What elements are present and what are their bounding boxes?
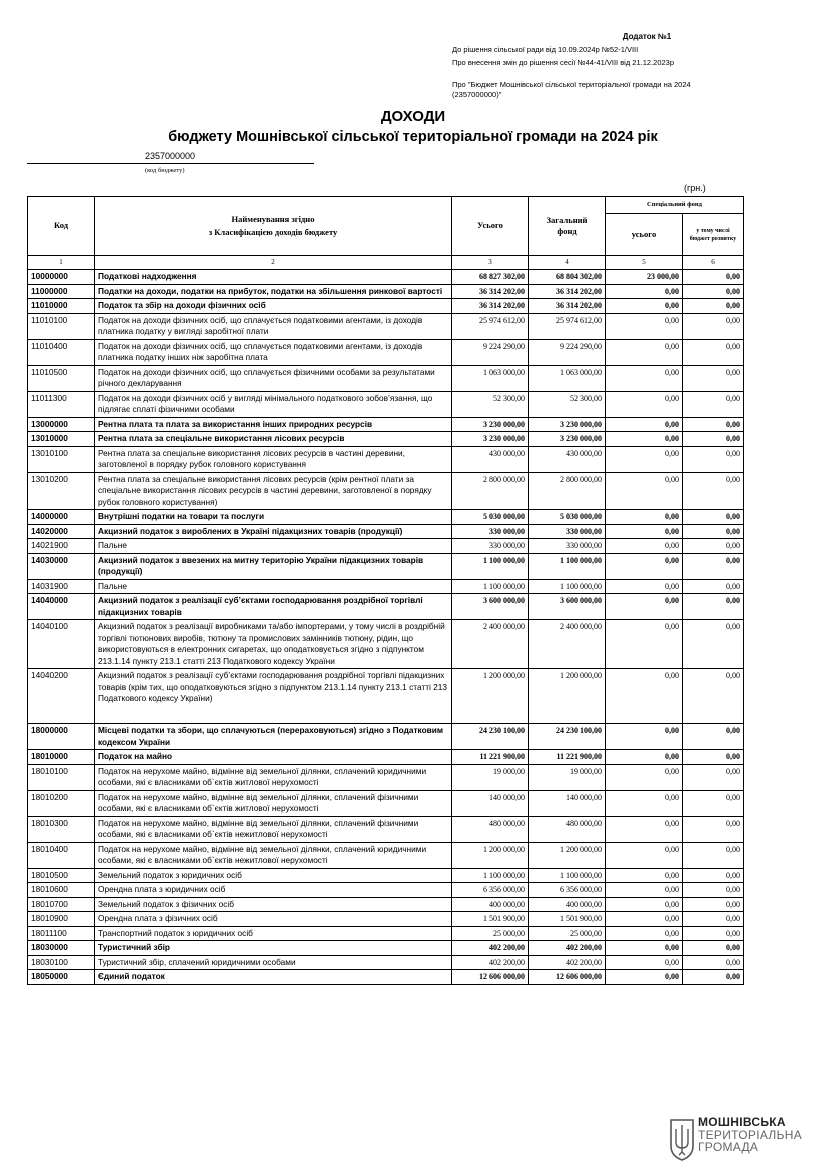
row-development-budget: 0,00	[683, 446, 744, 472]
budget-code-underline	[27, 163, 314, 164]
row-general-fund: 330 000,00	[529, 539, 606, 554]
row-code: 18000000	[28, 724, 95, 750]
row-development-budget: 0,00	[683, 912, 744, 927]
table-row	[28, 299, 744, 314]
header-general-line2: фонд	[557, 226, 577, 236]
row-total: 19 000,00	[452, 764, 529, 790]
table-row	[28, 926, 744, 941]
annex-line-3: Про "Бюджет Мошнівської сільської територіальної громади на 2024	[452, 80, 691, 89]
row-total: 11 221 900,00	[452, 750, 529, 765]
row-code: 18011100	[28, 926, 95, 941]
row-development-budget: 0,00	[683, 553, 744, 579]
table-row	[28, 339, 744, 365]
row-total: 68 827 302,00	[452, 270, 529, 285]
row-total: 1 063 000,00	[452, 365, 529, 391]
row-special-fund: 0,00	[606, 842, 683, 868]
row-general-fund: 52 300,00	[529, 391, 606, 417]
row-general-fund: 1 501 900,00	[529, 912, 606, 927]
logo-line-3: ГРОМАДА	[698, 1140, 759, 1154]
table-row	[28, 539, 744, 554]
row-code: 18010100	[28, 764, 95, 790]
row-code: 18010500	[28, 868, 95, 883]
row-special-fund: 0,00	[606, 669, 683, 724]
row-total: 3 600 000,00	[452, 594, 529, 620]
row-special-fund: 0,00	[606, 816, 683, 842]
row-name: Податок на доходи фізичних осіб, що сплачується податковими агентами, із доходів платника податку інших ніж заробітна плата	[95, 339, 452, 365]
row-general-fund: 9 224 290,00	[529, 339, 606, 365]
row-development-budget: 0,00	[683, 955, 744, 970]
row-name: Податок на доходи фізичних осіб, що сплачується фізичними особами за результатами річного декларування	[95, 365, 452, 391]
header-general	[529, 197, 606, 256]
row-special-fund: 23 000,00	[606, 270, 683, 285]
row-total: 2 800 000,00	[452, 472, 529, 510]
row-name: Податкові надходження	[95, 270, 452, 285]
row-special-fund: 0,00	[606, 724, 683, 750]
row-development-budget: 0,00	[683, 539, 744, 554]
row-general-fund: 3 230 000,00	[529, 417, 606, 432]
table-row	[28, 313, 744, 339]
trident-icon	[668, 1116, 696, 1162]
row-code: 14030000	[28, 553, 95, 579]
row-development-budget: 0,00	[683, 816, 744, 842]
row-development-budget: 0,00	[683, 790, 744, 816]
header-name-line2: з Класифікацією доходів бюджету	[208, 227, 338, 237]
row-total: 36 314 202,00	[452, 284, 529, 299]
row-development-budget: 0,00	[683, 417, 744, 432]
row-name: Орендна плата з фізичних осіб	[95, 912, 452, 927]
row-code: 18010700	[28, 897, 95, 912]
budget-code-caption: (код бюджету)	[145, 167, 185, 174]
row-name: Орендна плата з юридичних осіб	[95, 883, 452, 898]
row-code: 14040000	[28, 594, 95, 620]
row-name: Податок на нерухоме майно, відмінне від земельної ділянки, сплачений юридичними особами, які є власниками об`єктів житлової нерухомості	[95, 764, 452, 790]
row-name: Рентна плата та плата за використання інших природних ресурсів	[95, 417, 452, 432]
table-row	[28, 365, 744, 391]
row-code: 11010000	[28, 299, 95, 314]
row-name: Акцизний податок з ввезених на митну територію України підакцизних товарів (продукції)	[95, 553, 452, 579]
row-total: 330 000,00	[452, 524, 529, 539]
row-development-budget: 0,00	[683, 391, 744, 417]
header-general-line1: Загальний	[546, 214, 588, 225]
row-development-budget: 0,00	[683, 270, 744, 285]
row-code: 18050000	[28, 970, 95, 985]
row-special-fund: 0,00	[606, 620, 683, 669]
row-special-fund: 0,00	[606, 539, 683, 554]
table-row	[28, 432, 744, 447]
row-name: Туристичний збір, сплачений юридичними особами	[95, 955, 452, 970]
row-special-fund: 0,00	[606, 955, 683, 970]
row-total: 480 000,00	[452, 816, 529, 842]
row-name: Акцизний податок з реалізації виробниками та/або імпортерами, у тому числі в роздрібній торгівлі тютюнових виробів, тютюну та промислових замінників тютюну, рідин, що використовуються в електронних сигаретах, що оподатковується згідно з підпунктом 213.1.14 пункту 213.1 статті 213 Податкового кодексу України	[95, 620, 452, 669]
row-code: 18010400	[28, 842, 95, 868]
row-code: 14031900	[28, 579, 95, 594]
row-name: Єдиний податок	[95, 970, 452, 985]
row-general-fund: 12 606 000,00	[529, 970, 606, 985]
col-number: 3	[452, 256, 529, 270]
col-number: 2	[95, 256, 452, 270]
row-name: Акцизний податок з вироблених в Україні підакцизних товарів (продукції)	[95, 524, 452, 539]
header-total: Усього	[452, 197, 529, 256]
row-special-fund: 0,00	[606, 764, 683, 790]
table-row	[28, 790, 744, 816]
row-name: Податок на майно	[95, 750, 452, 765]
row-name: Місцеві податки та збори, що сплачуються (перераховуються) згідно з Податковим кодексом України	[95, 724, 452, 750]
row-special-fund: 0,00	[606, 579, 683, 594]
table-row	[28, 524, 744, 539]
row-total: 140 000,00	[452, 790, 529, 816]
logo-text	[698, 1116, 802, 1154]
row-general-fund: 1 100 000,00	[529, 579, 606, 594]
row-special-fund: 0,00	[606, 299, 683, 314]
row-name: Податок на нерухоме майно, відмінне від земельної ділянки, сплачений фізичними особами, які є власниками об`єктів нежитлової нерухомості	[95, 816, 452, 842]
table-row	[28, 842, 744, 868]
row-code: 14020000	[28, 524, 95, 539]
row-development-budget: 0,00	[683, 764, 744, 790]
row-development-budget: 0,00	[683, 941, 744, 956]
row-total: 1 200 000,00	[452, 842, 529, 868]
row-name: Рентна плата за спеціальне використання лісових ресурсів (крім рентної плати за спеціальне використання лісових ресурсів в частині деревини, заготовленої в порядку рубок головного користування)	[95, 472, 452, 510]
row-general-fund: 68 804 302,00	[529, 270, 606, 285]
col-number: 4	[529, 256, 606, 270]
row-special-fund: 0,00	[606, 284, 683, 299]
row-code: 10000000	[28, 270, 95, 285]
table-row	[28, 750, 744, 765]
row-development-budget: 0,00	[683, 524, 744, 539]
row-general-fund: 400 000,00	[529, 897, 606, 912]
row-name: Податок на доходи фізичних осіб у вигляді мінімального податкового зобов’язання, що підлягає сплаті фізичними особами	[95, 391, 452, 417]
row-total: 330 000,00	[452, 539, 529, 554]
header-name-line1: Найменування згідно	[231, 214, 315, 224]
table-row	[28, 883, 744, 898]
row-name: Податок на доходи фізичних осіб, що сплачується податковими агентами, із доходів платника податку у вигляді заробітної плати	[95, 313, 452, 339]
row-code: 11010100	[28, 313, 95, 339]
row-general-fund: 402 200,00	[529, 955, 606, 970]
community-logo	[668, 1116, 818, 1164]
annex-header	[452, 30, 782, 100]
row-total: 1 200 000,00	[452, 669, 529, 724]
row-general-fund: 24 230 100,00	[529, 724, 606, 750]
row-special-fund: 0,00	[606, 432, 683, 447]
row-development-budget: 0,00	[683, 926, 744, 941]
row-development-budget: 0,00	[683, 868, 744, 883]
row-special-fund: 0,00	[606, 553, 683, 579]
row-name: Рентна плата за спеціальне використання лісових ресурсів	[95, 432, 452, 447]
row-code: 18010900	[28, 912, 95, 927]
row-development-budget: 0,00	[683, 579, 744, 594]
table-row	[28, 472, 744, 510]
row-special-fund: 0,00	[606, 912, 683, 927]
row-special-fund: 0,00	[606, 524, 683, 539]
row-special-fund: 0,00	[606, 391, 683, 417]
col-number: 6	[683, 256, 744, 270]
row-development-budget: 0,00	[683, 432, 744, 447]
row-development-budget: 0,00	[683, 299, 744, 314]
annex-line-2: Про внесення змін до рішення сесії №44-41/VIII від 21.12.2023р	[452, 58, 675, 67]
header-name	[95, 197, 452, 256]
row-special-fund: 0,00	[606, 790, 683, 816]
row-total: 1 100 000,00	[452, 868, 529, 883]
row-general-fund: 6 356 000,00	[529, 883, 606, 898]
table-row	[28, 764, 744, 790]
row-total: 3 230 000,00	[452, 417, 529, 432]
row-special-fund: 0,00	[606, 897, 683, 912]
row-general-fund: 1 100 000,00	[529, 868, 606, 883]
table-row	[28, 579, 744, 594]
table-row	[28, 620, 744, 669]
table-row	[28, 417, 744, 432]
header-special: Спеціальний фонд	[606, 197, 744, 214]
row-development-budget: 0,00	[683, 669, 744, 724]
col-number: 5	[606, 256, 683, 270]
row-special-fund: 0,00	[606, 883, 683, 898]
row-total: 9 224 290,00	[452, 339, 529, 365]
budget-code: 2357000000	[145, 151, 196, 161]
row-general-fund: 19 000,00	[529, 764, 606, 790]
row-special-fund: 0,00	[606, 472, 683, 510]
table-row	[28, 724, 744, 750]
row-code: 14040100	[28, 620, 95, 669]
row-total: 2 400 000,00	[452, 620, 529, 669]
row-name: Податок на нерухоме майно, відмінне від земельної ділянки, сплачений юридичними особами, які є власниками об`єктів нежитлової нерухомості	[95, 842, 452, 868]
row-general-fund: 2 800 000,00	[529, 472, 606, 510]
row-code: 11010500	[28, 365, 95, 391]
row-name: Податок та збір на доходи фізичних осіб	[95, 299, 452, 314]
row-code: 18010300	[28, 816, 95, 842]
row-development-budget: 0,00	[683, 842, 744, 868]
row-code: 11000000	[28, 284, 95, 299]
row-general-fund: 1 100 000,00	[529, 553, 606, 579]
row-total: 1 100 000,00	[452, 553, 529, 579]
table-row	[28, 912, 744, 927]
row-total: 400 000,00	[452, 897, 529, 912]
table-row	[28, 816, 744, 842]
table-row	[28, 868, 744, 883]
row-code: 18030100	[28, 955, 95, 970]
row-special-fund: 0,00	[606, 926, 683, 941]
annex-line-1: До рішення сільської ради від 10.09.2024р №52-1/VIII	[452, 45, 639, 54]
table-row	[28, 391, 744, 417]
row-development-budget: 0,00	[683, 313, 744, 339]
row-name: Пальне	[95, 539, 452, 554]
row-general-fund: 5 030 000,00	[529, 510, 606, 525]
row-development-budget: 0,00	[683, 472, 744, 510]
page-subtitle: бюджету Мошнівської сільської територіальної громади на 2024 рік	[168, 129, 658, 145]
row-code: 14040200	[28, 669, 95, 724]
row-code: 13010200	[28, 472, 95, 510]
row-special-fund: 0,00	[606, 970, 683, 985]
row-name: Податки на доходи, податки на прибуток, податки на збільшення ринкової вартості	[95, 284, 452, 299]
row-special-fund: 0,00	[606, 417, 683, 432]
row-development-budget: 0,00	[683, 897, 744, 912]
row-name: Пальне	[95, 579, 452, 594]
row-general-fund: 25 974 612,00	[529, 313, 606, 339]
row-special-fund: 0,00	[606, 750, 683, 765]
row-total: 12 606 000,00	[452, 970, 529, 985]
row-general-fund: 36 314 202,00	[529, 284, 606, 299]
row-code: 18010600	[28, 883, 95, 898]
row-total: 5 030 000,00	[452, 510, 529, 525]
row-name: Транспортний податок з юридичних осіб	[95, 926, 452, 941]
table-row	[28, 669, 744, 724]
row-special-fund: 0,00	[606, 941, 683, 956]
row-code: 18030000	[28, 941, 95, 956]
page-title: ДОХОДИ	[380, 108, 446, 125]
row-name: Податок на нерухоме майно, відмінне від земельної ділянки, сплачений фізичними особами, які є власниками об`єктів житлової нерухомості	[95, 790, 452, 816]
row-total: 52 300,00	[452, 391, 529, 417]
row-general-fund: 25 000,00	[529, 926, 606, 941]
row-name: Земельний податок з юридичних осіб	[95, 868, 452, 883]
row-total: 25 974 612,00	[452, 313, 529, 339]
row-name: Рентна плата за спеціальне використання лісових ресурсів в частині деревини, заготовленої в порядку рубок головного користування	[95, 446, 452, 472]
row-total: 402 200,00	[452, 955, 529, 970]
row-total: 6 356 000,00	[452, 883, 529, 898]
row-special-fund: 0,00	[606, 594, 683, 620]
row-code: 13010100	[28, 446, 95, 472]
table-row	[28, 941, 744, 956]
table-row	[28, 510, 744, 525]
row-special-fund: 0,00	[606, 446, 683, 472]
row-special-fund: 0,00	[606, 365, 683, 391]
row-code: 13010000	[28, 432, 95, 447]
row-special-fund: 0,00	[606, 339, 683, 365]
row-general-fund: 402 200,00	[529, 941, 606, 956]
row-total: 25 000,00	[452, 926, 529, 941]
row-development-budget: 0,00	[683, 620, 744, 669]
table-row	[28, 970, 744, 985]
row-code: 18010200	[28, 790, 95, 816]
row-code: 14000000	[28, 510, 95, 525]
row-general-fund: 1 063 000,00	[529, 365, 606, 391]
currency-unit: (грн.)	[684, 183, 706, 193]
row-development-budget: 0,00	[683, 724, 744, 750]
row-general-fund: 3 230 000,00	[529, 432, 606, 447]
table-row	[28, 553, 744, 579]
logo-line-1: МОШНІВСЬКА	[698, 1115, 786, 1129]
row-total: 3 230 000,00	[452, 432, 529, 447]
row-general-fund: 330 000,00	[529, 524, 606, 539]
revenue-table	[27, 196, 744, 985]
row-code: 11010400	[28, 339, 95, 365]
row-general-fund: 430 000,00	[529, 446, 606, 472]
row-name: Акцизний податок з реалізації суб’єктами господарювання роздрібної торгівлі підакцизних товарів	[95, 594, 452, 620]
row-general-fund: 140 000,00	[529, 790, 606, 816]
row-code: 11011300	[28, 391, 95, 417]
row-name: Акцизний податок з реалізації суб’єктами господарювання роздрібної торгівлі підакцизних товарів (крім тих, що оподатковуються згідно з підпунктом 213.1.14 пункту 213.1 статті 213 Податкового кодексу України)	[95, 669, 452, 724]
row-development-budget: 0,00	[683, 510, 744, 525]
table-row	[28, 446, 744, 472]
annex-title: Додаток №1	[622, 32, 672, 41]
row-general-fund: 1 200 000,00	[529, 842, 606, 868]
row-general-fund: 2 400 000,00	[529, 620, 606, 669]
row-special-fund: 0,00	[606, 313, 683, 339]
row-total: 402 200,00	[452, 941, 529, 956]
header-special-total: усього	[606, 214, 683, 256]
table-row	[28, 897, 744, 912]
table-body	[28, 270, 744, 985]
row-name: Внутрішні податки на товари та послуги	[95, 510, 452, 525]
row-total: 1 100 000,00	[452, 579, 529, 594]
table-row	[28, 955, 744, 970]
row-development-budget: 0,00	[683, 365, 744, 391]
row-total: 1 501 900,00	[452, 912, 529, 927]
row-general-fund: 3 600 000,00	[529, 594, 606, 620]
row-development-budget: 0,00	[683, 750, 744, 765]
row-general-fund: 36 314 202,00	[529, 299, 606, 314]
row-code: 13000000	[28, 417, 95, 432]
row-name: Земельний податок з фізичних осіб	[95, 897, 452, 912]
annex-line-4: (2357000000)"	[452, 90, 502, 99]
row-general-fund: 1 200 000,00	[529, 669, 606, 724]
table-row	[28, 284, 744, 299]
row-code: 14021900	[28, 539, 95, 554]
row-development-budget: 0,00	[683, 339, 744, 365]
table-row	[28, 594, 744, 620]
row-special-fund: 0,00	[606, 868, 683, 883]
row-special-fund: 0,00	[606, 510, 683, 525]
row-general-fund: 480 000,00	[529, 816, 606, 842]
row-development-budget: 0,00	[683, 883, 744, 898]
row-development-budget: 0,00	[683, 970, 744, 985]
row-development-budget: 0,00	[683, 284, 744, 299]
row-name: Туристичний збір	[95, 941, 452, 956]
row-total: 24 230 100,00	[452, 724, 529, 750]
logo-line-2: ТЕРИТОРІАЛЬНА	[698, 1127, 803, 1142]
table-row	[28, 270, 744, 285]
row-code: 18010000	[28, 750, 95, 765]
header-special-dev: у тому числі бюджет розвитку	[683, 214, 744, 256]
row-total: 36 314 202,00	[452, 299, 529, 314]
row-general-fund: 11 221 900,00	[529, 750, 606, 765]
header-code: Код	[28, 197, 95, 256]
col-number: 1	[28, 256, 95, 270]
row-development-budget: 0,00	[683, 594, 744, 620]
row-total: 430 000,00	[452, 446, 529, 472]
